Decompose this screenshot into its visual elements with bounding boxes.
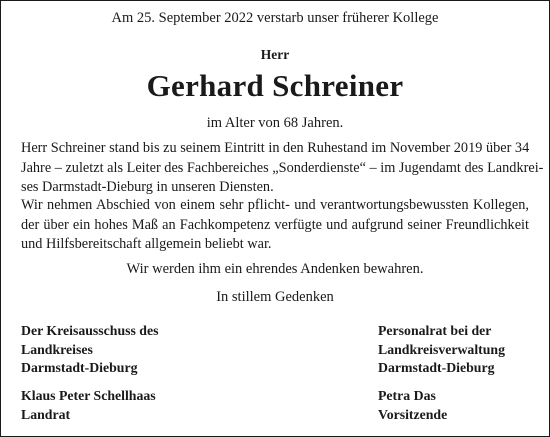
salutation: Herr bbox=[260, 47, 290, 62]
career-paragraph bbox=[21, 139, 544, 198]
left-signatory-organisation bbox=[21, 322, 158, 378]
left-signatory-person bbox=[21, 387, 156, 424]
farewell-paragraph bbox=[21, 196, 529, 255]
closing-line: Wir werden ihm ein ehrendes Andenken bewahren. bbox=[126, 261, 424, 277]
signature-line: Landkreisverwaltung bbox=[378, 341, 506, 357]
signatory-name: Klaus Peter Schellhaas bbox=[21, 388, 156, 403]
signature-line: Darmstadt-Dieburg bbox=[21, 360, 138, 375]
intro-line: Am 25. September 2022 verstarb unser früherer Kollege bbox=[111, 10, 439, 26]
signature-line: Landkreises bbox=[21, 341, 93, 357]
deceased-name: Gerhard Schreiner bbox=[146, 68, 404, 103]
age-line: im Alter von 68 Jahren. bbox=[206, 115, 344, 131]
signatory-title: Landrat bbox=[21, 406, 71, 422]
signature-line: Der Kreisausschuss des bbox=[21, 323, 159, 338]
memory-line: In stillem Gedenken bbox=[216, 289, 334, 305]
right-signatory-organisation bbox=[378, 322, 505, 378]
paragraph-line: der über ein hohes Maß an Fachkompetenz verfügte und aufgrund seiner Freundlichkeit bbox=[21, 216, 529, 233]
paragraph-line: Wir nehmen Abschied von einem sehr pflicht- und verantwortungsbewussten Kollegen, bbox=[21, 197, 529, 213]
signature-line: Personalrat bei der bbox=[378, 323, 492, 338]
signature-line: Darmstadt-Dieburg bbox=[378, 360, 495, 375]
signatory-name: Petra Das bbox=[378, 388, 436, 403]
signatory-title: Vorsitzende bbox=[378, 406, 448, 422]
paragraph-line: und Hilfsbereitschaft allgemein beliebt war. bbox=[21, 236, 272, 252]
paragraph-line: Herr Schreiner stand bis zu seinem Eintritt in den Ruhestand im November 2019 über 34 bbox=[21, 140, 530, 156]
paragraph-line: Jahre – zuletzt als Leiter des Fachbereiches „Sonderdienste“ – im Jugendamt des Landkrei- bbox=[21, 159, 544, 176]
paragraph-line: ses Darmstadt-Dieburg in unseren Diensten. bbox=[21, 179, 274, 195]
right-signatory-person bbox=[378, 387, 447, 424]
